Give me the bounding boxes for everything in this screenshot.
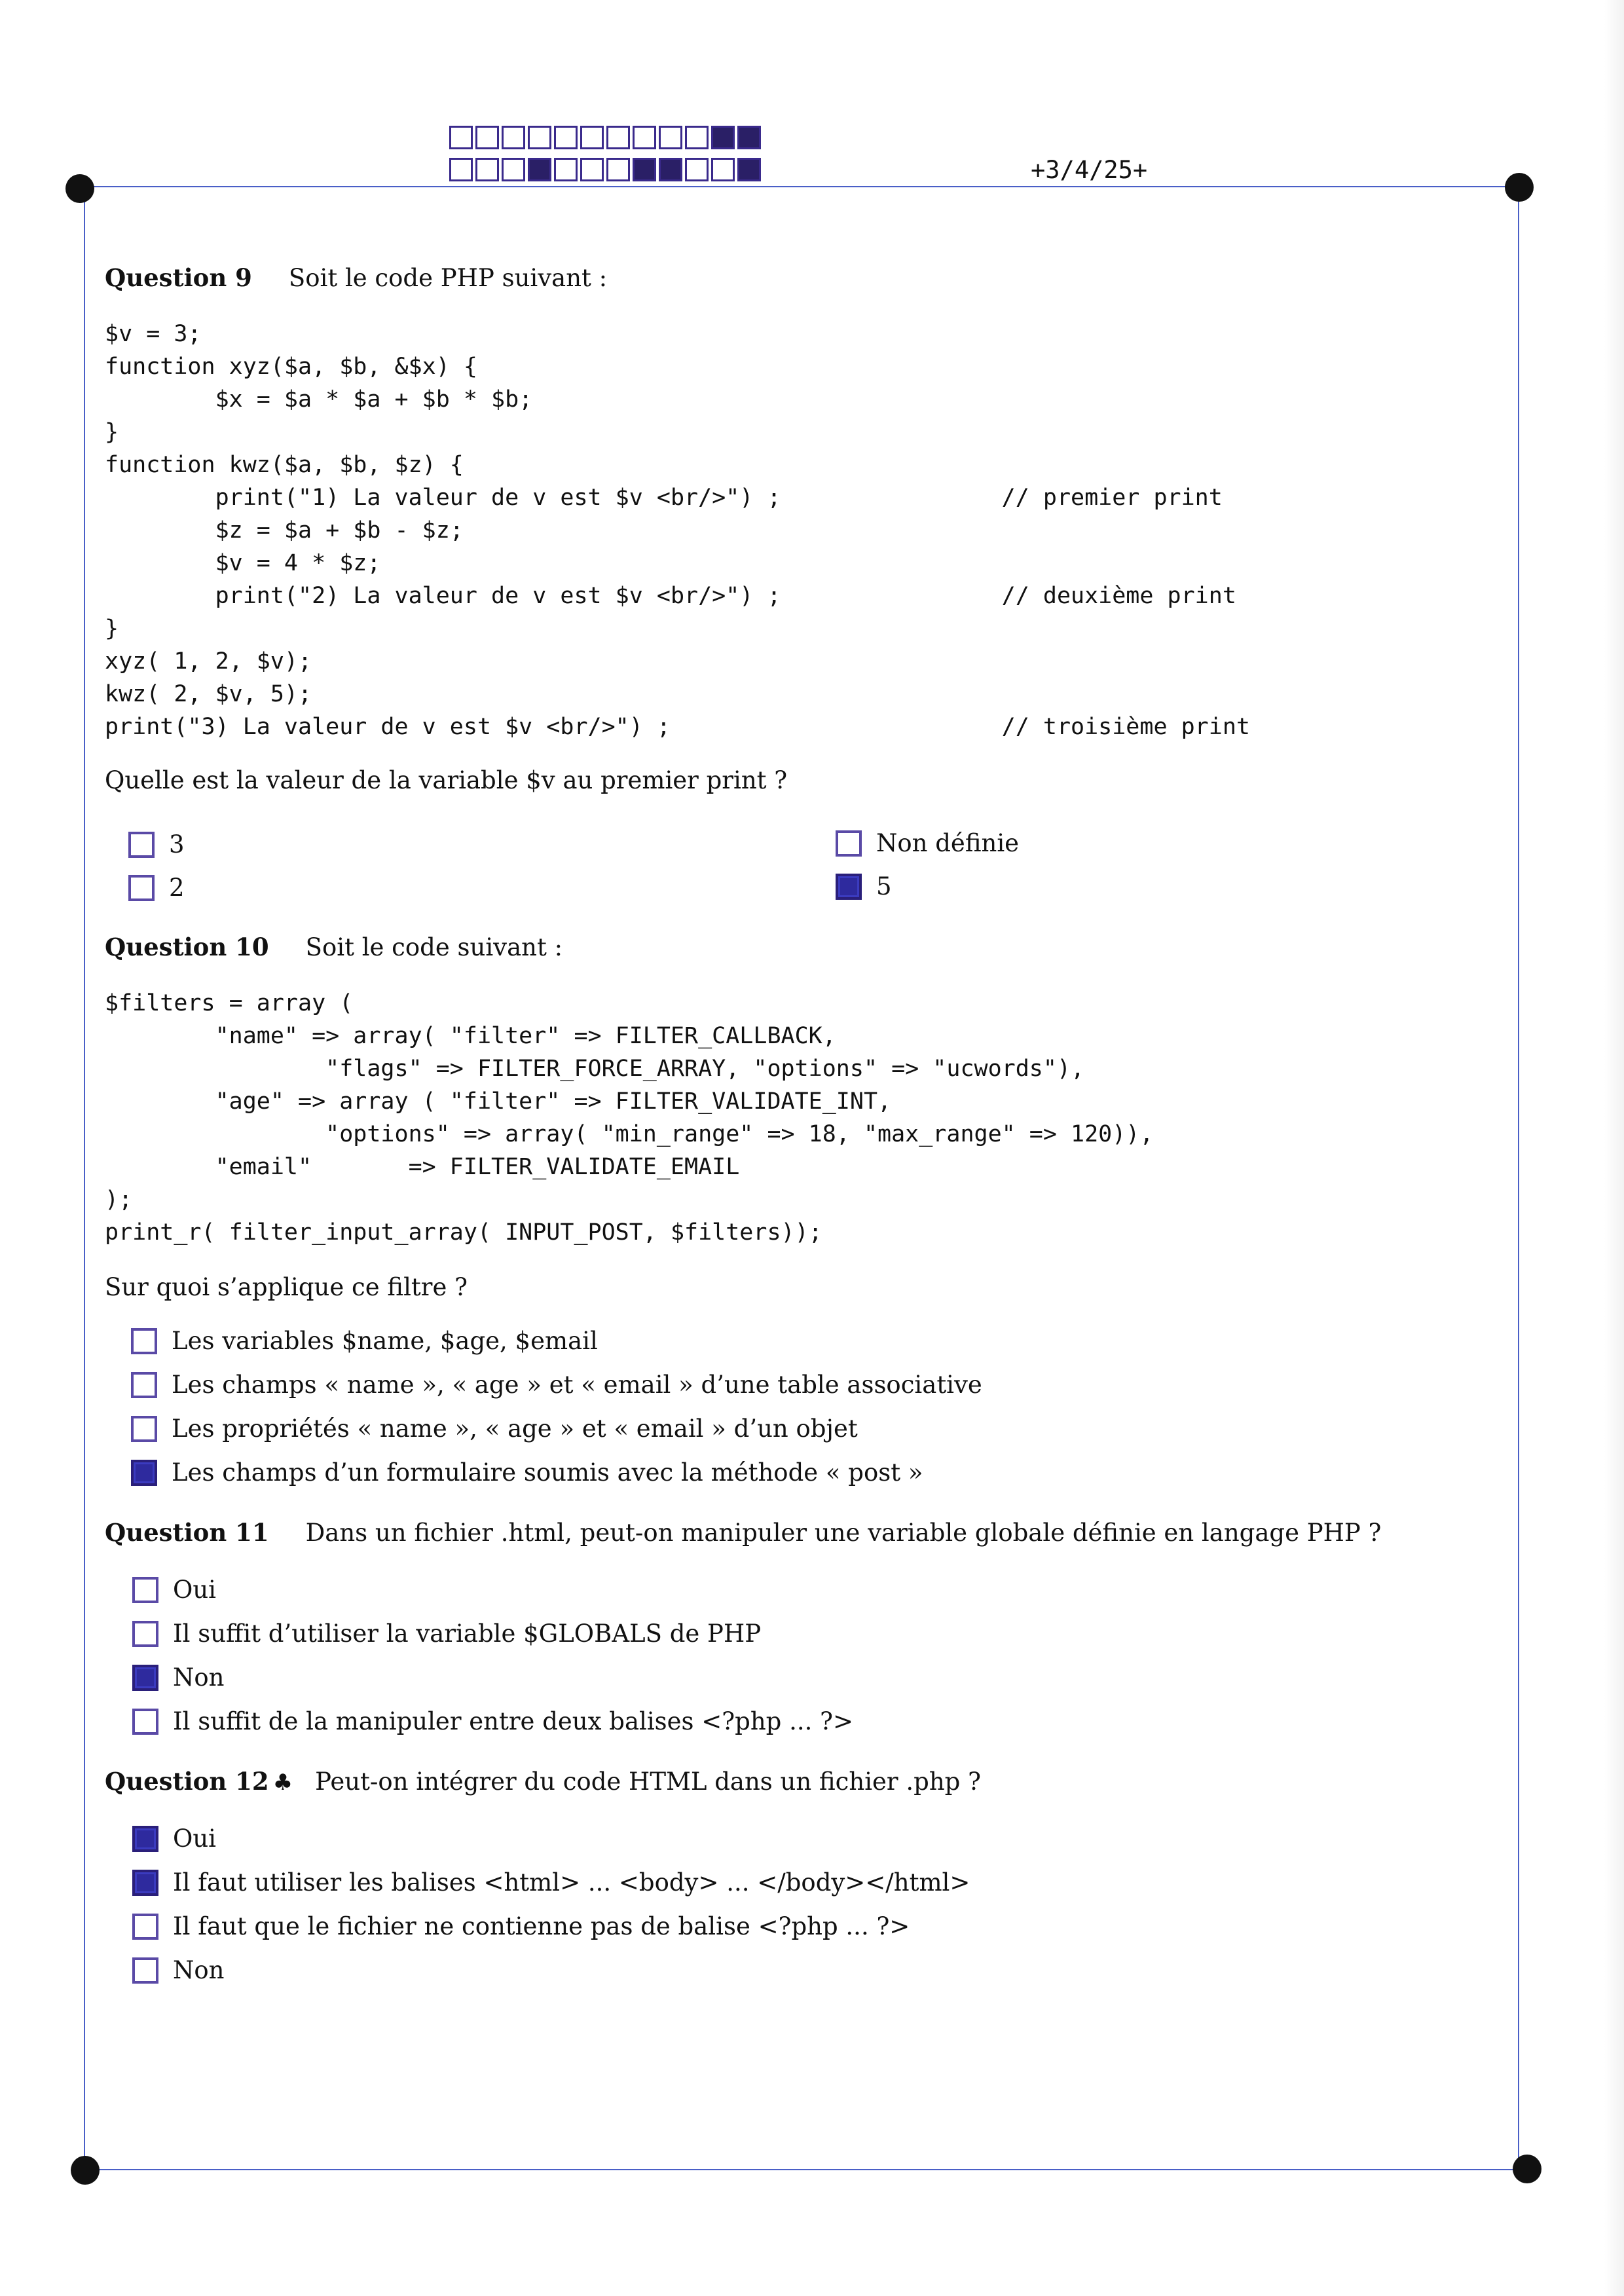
question-text: Dans un fichier .html, peut-on manipuler une variable globale définie en langage PHP ? bbox=[305, 1519, 1382, 1547]
option-label: Oui bbox=[173, 1824, 216, 1853]
frame-left-line bbox=[84, 186, 85, 2170]
question-prompt-q9: Quelle est la valeur de la variable $v au premier print ? bbox=[105, 766, 788, 794]
option-label: 3 bbox=[169, 830, 185, 859]
checkbox[interactable] bbox=[131, 1328, 157, 1354]
barcode-cell bbox=[737, 126, 761, 149]
barcode-top-row bbox=[449, 126, 764, 151]
barcode-cell bbox=[711, 158, 735, 181]
question-text: Peut-on intégrer du code HTML dans un fichier .php ? bbox=[315, 1768, 981, 1796]
checkbox[interactable] bbox=[132, 1870, 158, 1896]
barcode-cell bbox=[580, 158, 604, 181]
barcode-cell bbox=[475, 158, 499, 181]
option-label: 5 bbox=[876, 872, 892, 900]
option-q9-2[interactable] bbox=[128, 874, 185, 902]
barcode-cell bbox=[475, 126, 499, 149]
barcode-cell bbox=[659, 158, 682, 181]
barcode-bottom-row bbox=[449, 158, 764, 183]
checkbox[interactable] bbox=[132, 1957, 158, 1984]
option-label: Oui bbox=[173, 1576, 216, 1604]
question-9 bbox=[105, 263, 607, 292]
barcode-cell bbox=[685, 158, 709, 181]
option-label: 2 bbox=[169, 874, 185, 902]
question-header bbox=[105, 933, 563, 961]
option-label: Les champs d’un formulaire soumis avec la méthode « post » bbox=[172, 1458, 923, 1487]
question-header bbox=[105, 263, 607, 292]
question-prompt-q10: Sur quoi s’applique ce filtre ? bbox=[105, 1273, 468, 1301]
option-q12-3[interactable] bbox=[132, 1912, 910, 1940]
barcode-cell bbox=[633, 126, 656, 149]
barcode-cell bbox=[659, 126, 682, 149]
option-q9-4[interactable] bbox=[836, 872, 892, 900]
barcode-cell bbox=[502, 126, 525, 149]
option-label: Non bbox=[173, 1663, 225, 1692]
barcode-cell bbox=[449, 158, 473, 181]
barcode-cell bbox=[685, 126, 709, 149]
corner-mark-top-left bbox=[65, 174, 94, 203]
option-q9-1[interactable] bbox=[128, 830, 185, 859]
barcode-cell bbox=[737, 158, 761, 181]
checkbox[interactable] bbox=[836, 830, 862, 857]
option-label: Il suffit d’utiliser la variable $GLOBALS de PHP bbox=[173, 1620, 762, 1648]
barcode-cell bbox=[449, 126, 473, 149]
checkbox[interactable] bbox=[132, 1709, 158, 1735]
option-q11-2[interactable] bbox=[132, 1620, 761, 1648]
checkbox[interactable] bbox=[132, 1621, 158, 1647]
barcode-cell bbox=[606, 158, 630, 181]
question-12 bbox=[105, 1767, 981, 1796]
option-label: Il faut que le fichier ne contienne pas de balise <?php ... ?> bbox=[173, 1912, 910, 1940]
corner-mark-bottom-right bbox=[1513, 2155, 1541, 2183]
option-q12-4[interactable] bbox=[132, 1956, 224, 1984]
question-label: Question 9 bbox=[105, 263, 252, 292]
checkbox[interactable] bbox=[131, 1460, 157, 1486]
option-q10-2[interactable] bbox=[131, 1371, 982, 1399]
option-q9-3[interactable] bbox=[836, 829, 1019, 857]
barcode-cell bbox=[554, 126, 578, 149]
barcode-cell bbox=[528, 126, 551, 149]
barcode-cell bbox=[711, 126, 735, 149]
option-q12-2[interactable] bbox=[132, 1868, 970, 1897]
question-11 bbox=[105, 1518, 1381, 1547]
question-header bbox=[105, 1767, 981, 1796]
barcode-cell bbox=[606, 126, 630, 149]
barcode-cell bbox=[633, 158, 656, 181]
checkbox[interactable] bbox=[132, 1577, 158, 1603]
option-q10-3[interactable] bbox=[131, 1415, 858, 1443]
checkbox[interactable] bbox=[128, 875, 155, 901]
question-label: Question 11 bbox=[105, 1518, 269, 1547]
question-label: Question 12 bbox=[105, 1767, 269, 1796]
barcode-cell bbox=[554, 158, 578, 181]
question-label: Question 10 bbox=[105, 933, 269, 961]
option-q11-3[interactable] bbox=[132, 1663, 224, 1692]
page-code: +3/4/25+ bbox=[1031, 156, 1148, 184]
scan-edge-shadow bbox=[1604, 0, 1624, 2296]
frame-bottom-line bbox=[85, 2169, 1526, 2170]
question-header bbox=[105, 1518, 1381, 1547]
option-q11-4[interactable] bbox=[132, 1707, 853, 1735]
barcode-cell bbox=[528, 158, 551, 181]
option-q11-1[interactable] bbox=[132, 1576, 216, 1604]
option-q12-1[interactable] bbox=[132, 1824, 216, 1853]
club-icon: ♣ bbox=[272, 1769, 293, 1796]
corner-mark-bottom-left bbox=[71, 2156, 100, 2185]
barcode-cell bbox=[502, 158, 525, 181]
option-label: Il suffit de la manipuler entre deux balises <?php ... ?> bbox=[173, 1707, 853, 1735]
option-label: Les propriétés « name », « age » et « email » d’un objet bbox=[172, 1415, 858, 1443]
question-text: Soit le code PHP suivant : bbox=[288, 264, 608, 292]
code-block-q9: $v = 3; function xyz($a, $b, &$x) { $x = $a * $a + $b * $b; } function kwz($a, $b, $z) { print("1) La valeur de v est $v <br/>") ; // premier print $z = $a + $b - $z; $v = 4 * $z; print("2) La valeur de v est $v <br/>") ; // deuxième print } xyz( 1, 2, $v); kwz( 2, $v, 5); print("3) La valeur de v est $v <br/>") ; // troisième print bbox=[105, 321, 1250, 740]
option-label: Non bbox=[173, 1956, 225, 1984]
barcode-cell bbox=[580, 126, 604, 149]
frame-top-line bbox=[80, 186, 1521, 187]
frame-right-line bbox=[1518, 186, 1519, 2170]
checkbox[interactable] bbox=[132, 1826, 158, 1852]
option-label: Non définie bbox=[876, 829, 1020, 857]
checkbox[interactable] bbox=[131, 1416, 157, 1442]
option-q10-4[interactable] bbox=[131, 1458, 923, 1487]
question-10 bbox=[105, 933, 563, 961]
checkbox[interactable] bbox=[132, 1914, 158, 1940]
checkbox[interactable] bbox=[836, 874, 862, 900]
option-q10-1[interactable] bbox=[131, 1327, 598, 1355]
option-label: Les variables $name, $age, $email bbox=[172, 1327, 598, 1355]
code-block-q10: $filters = array ( "name" => array( "filter" => FILTER_CALLBACK, "flags" => FILTER_FORCE_ARRAY, "options" => "ucwords"), "age" => array ( "filter" => FILTER_VALIDATE_INT, "options" => array( "min_range" => 18, "max_range" => 120)), "email" => FILTER_VALIDATE_EMAIL ); print_r( filter_input_array( INPUT_POST, $filters)); bbox=[105, 990, 1154, 1246]
option-label: Les champs « name », « age » et « email » d’une table associative bbox=[172, 1371, 982, 1399]
option-label: Il faut utiliser les balises <html> ... <body> ... </body></html> bbox=[173, 1868, 970, 1897]
corner-mark-top-right bbox=[1505, 173, 1534, 202]
checkbox[interactable] bbox=[132, 1665, 158, 1691]
checkbox[interactable] bbox=[131, 1372, 157, 1398]
question-text: Soit le code suivant : bbox=[305, 933, 563, 961]
checkbox[interactable] bbox=[128, 832, 155, 858]
